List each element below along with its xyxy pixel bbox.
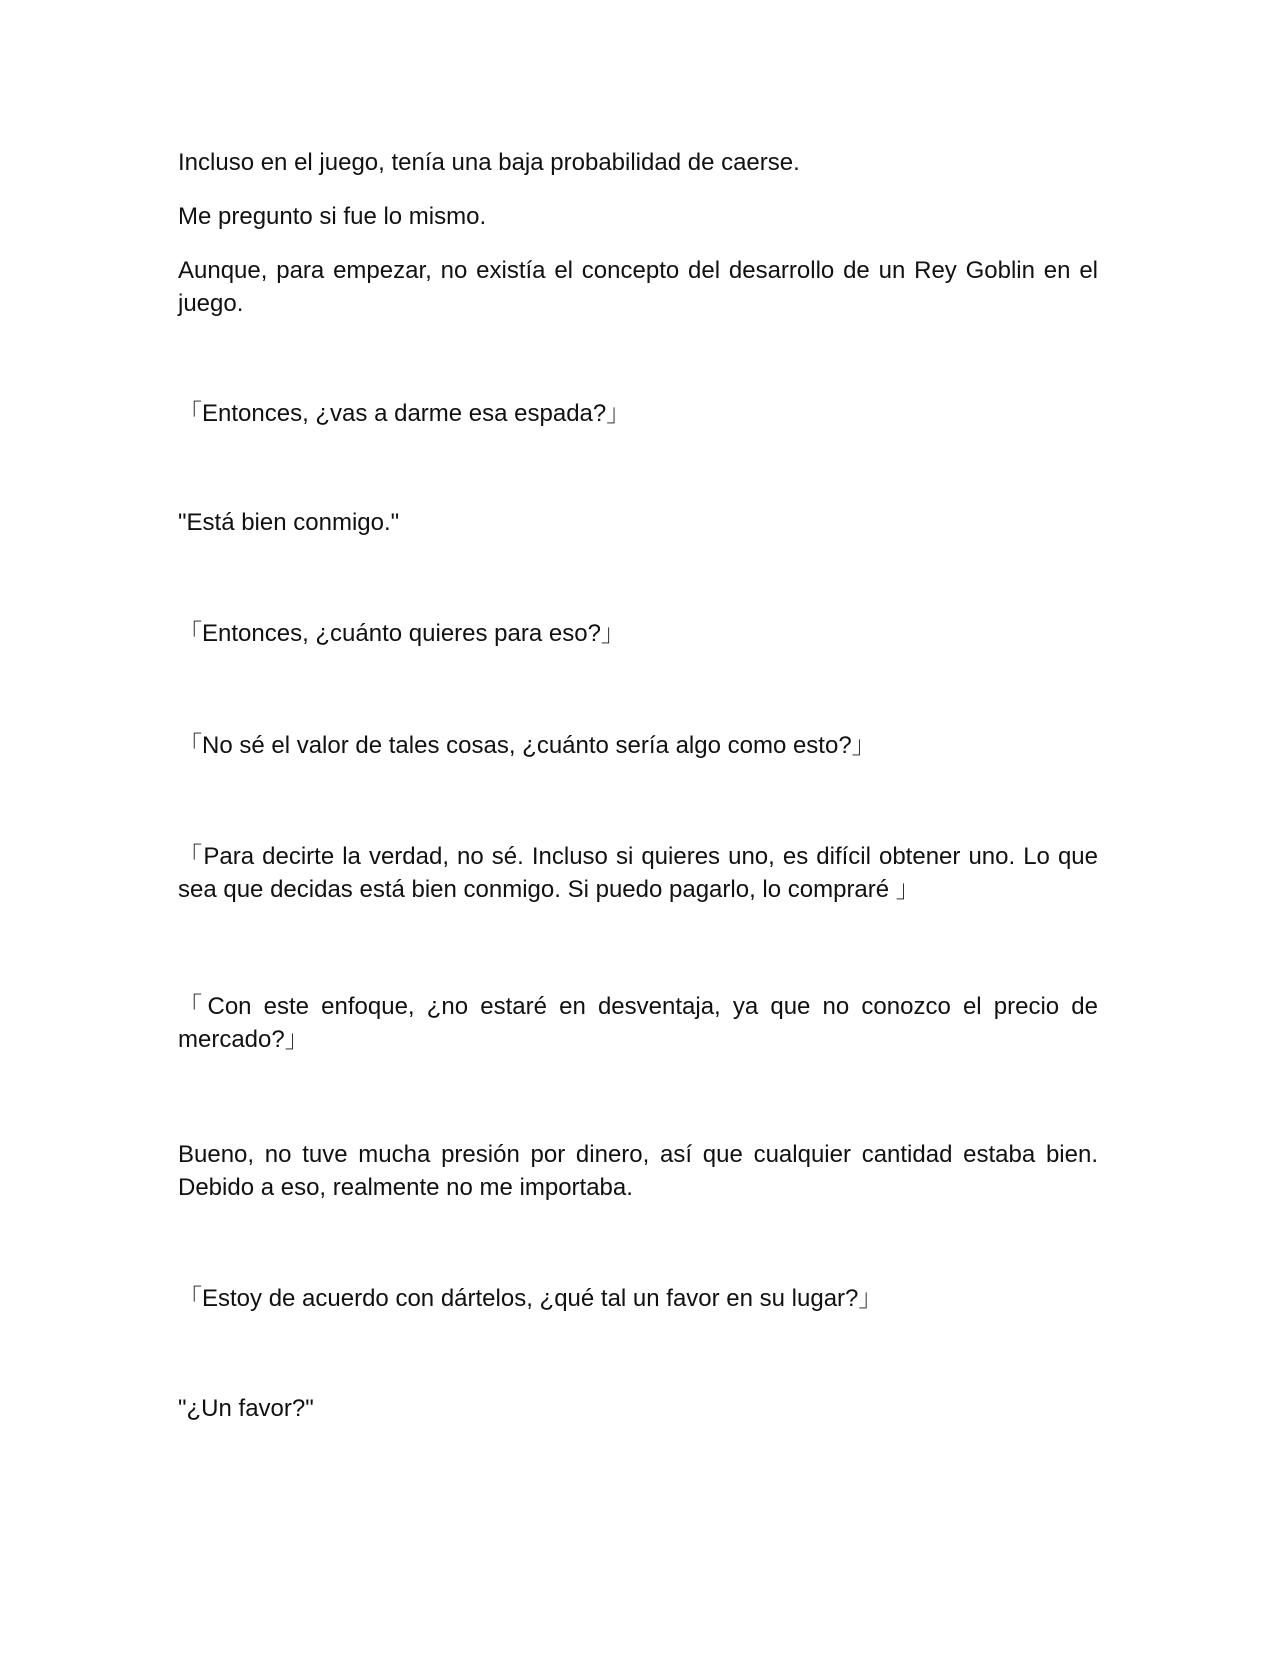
paragraph-2: Me pregunto si fue lo mismo. [178,203,487,230]
dialogue-4: 「No sé el valor de tales cosas, ¿cuánto sería algo como esto?」 [178,732,876,759]
dialogue-2: "Está bien conmigo." [178,509,400,536]
paragraph-4: Bueno, no tuve mucha presión por dinero, así que cualquier cantidad estaba bien. Debido a eso, realmente no me importaba. [178,1141,1098,1201]
dialogue-6: 「Con este enfoque, ¿no estaré en desventaja, ya que no conozco el precio de mercado?」 [178,993,1098,1053]
dialogue-3: 「Entonces, ¿cuánto quieres para eso?」 [178,620,625,647]
dialogue-5: 「Para decirte la verdad, no sé. Incluso si quieres uno, es difícil obtener uno. Lo que sea que decidas está bien conmigo. Si puedo pagarlo, lo compraré 」 [178,843,1098,903]
paragraph-1: Incluso en el juego, tenía una baja probabilidad de caerse. [178,149,800,176]
dialogue-1: 「Entonces, ¿vas a darme esa espada?」 [178,400,631,427]
dialogue-7: 「Estoy de acuerdo con dártelos, ¿qué tal un favor en su lugar?」 [178,1285,883,1312]
paragraph-3: Aunque, para empezar, no existía el concepto del desarrollo de un Rey Goblin en el juego. [178,257,1098,317]
dialogue-8: "¿Un favor?" [178,1395,314,1422]
